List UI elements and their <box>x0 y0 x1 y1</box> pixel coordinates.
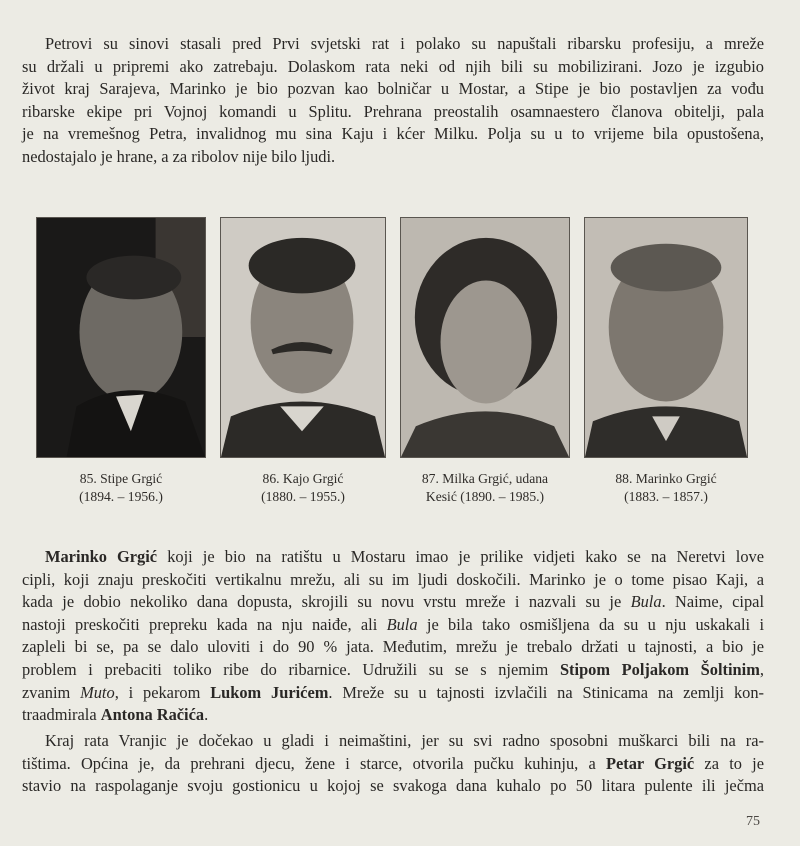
photo-stipe-grgic <box>36 217 206 458</box>
text-line: kada je dobio nekoliko dana dopusta, skrojili su novu vrstu mreže i nazvali su je Bula. Naime, cipal <box>22 592 764 612</box>
caption-dates: (1883. – 1857.) <box>624 489 708 504</box>
paragraph-war-end <box>22 730 764 798</box>
text-line: su držali u pripremi ako zatrebaju. Dolaskom rata neki od njih bili su mobilizirani. Jozo je izgubio <box>22 56 764 76</box>
caption-name: 86. Kajo Grgić <box>262 471 344 486</box>
person-name: Stipom Poljakom Šoltinim <box>559 659 760 679</box>
text-line: nastoji preskočiti prepreku kada na nju naiđe, ali Bula je bila tako osmišljena da su u nju uskakali i <box>22 614 764 634</box>
photo-caption <box>395 470 575 506</box>
photo-milka-grgic <box>400 217 570 458</box>
photo-marinko-grgic <box>584 217 748 458</box>
text-line: zapleli bi se, pa se dalo uloviti i do 90 % jata. Međutim, mrežu je trebalo držati u tajnosti, a bio je <box>22 637 764 657</box>
caption-name: 88. Marinko Grgić <box>615 471 717 486</box>
photo-caption <box>213 470 393 506</box>
photo-caption <box>576 470 756 506</box>
page-number: 75 <box>746 814 760 829</box>
text-line: nedostajalo je hrane, a za ribolov nije bilo ljudi. <box>22 146 336 166</box>
text-line: Kraj rata Vranjic je dočekao u gladi i neimaštini, jer su svi radno sposobni muškarci bili na ra- <box>45 731 764 750</box>
person-name: Lukom Jurićem <box>210 682 329 702</box>
photo-kajo-grgic <box>220 217 386 458</box>
caption-dates: (1894. – 1956.) <box>79 489 163 504</box>
paragraph-marinko <box>22 546 764 727</box>
text-line: traadmirala Antona Račića. <box>22 705 209 725</box>
person-name: Marinko Grgić <box>45 547 158 566</box>
text-line: zvanim Muto, i pekarom Lukom Jurićem. Mreže su u tajnosti izvlačili na Stinicama na zemlji kon- <box>22 682 764 702</box>
text-line: stavio na raspolaganje svoju gostionicu u kojoj se svakoga dana kuhalo po 50 litara pulente ili ječma <box>22 776 764 796</box>
nickname: Muto <box>80 682 115 702</box>
caption-name: 85. Stipe Grgić <box>79 471 163 486</box>
text-line: problem i prebaciti toliko ribe do ribarnice. Udružili su se s njemim Stipom Poljakom Šoltinim, <box>22 659 764 679</box>
text-line: Marinko Grgić koji je bio na ratištu u Mostaru imao je prilike vidjeti kako se na Neretvi love <box>45 547 765 566</box>
text-line: tištima. Općina je, da prehrani djecu, žene i starce, otvorila pučku kuhinju, a Petar Grgić za to je <box>22 753 764 773</box>
text-line: je na vremešnog Petra, invalidnog mu sina Kaju i kćer Milku. Polja su u to vrijeme bila opustošena, <box>22 124 764 144</box>
paragraph-intro <box>22 33 764 169</box>
caption-name: 87. Milka Grgić, udana <box>421 471 549 486</box>
photo-caption <box>31 470 211 506</box>
caption-dates: Kesić (1890. – 1985.) <box>425 489 545 504</box>
caption-dates: (1880. – 1955.) <box>261 489 345 504</box>
text-line: ribarske ekipe pri Vojnoj komandi u Splitu. Prehrana preostalih osamnaestero članova obitelji, pala <box>22 101 764 121</box>
text-line: život kraj Sarajeva, Marinko je bio pozvan kao bolničar u Mostar, a Stipe je bio postavljen za vođu <box>22 79 764 99</box>
net-name: Bula <box>630 592 662 612</box>
person-name: Antona Račića <box>100 705 205 725</box>
person-name: Petar Grgić <box>605 753 695 773</box>
text-line: cipli, koji znaju preskočiti vertikalnu mrežu, ali su im ljudi doskočili. Marinko je o tome pisao Kaji, a <box>22 569 764 589</box>
net-name: Bula <box>386 614 418 634</box>
text-line: Petrovi su sinovi stasali pred Prvi svjetski rat i polako su napuštali ribarsku profesiju, a mreže <box>45 34 764 53</box>
